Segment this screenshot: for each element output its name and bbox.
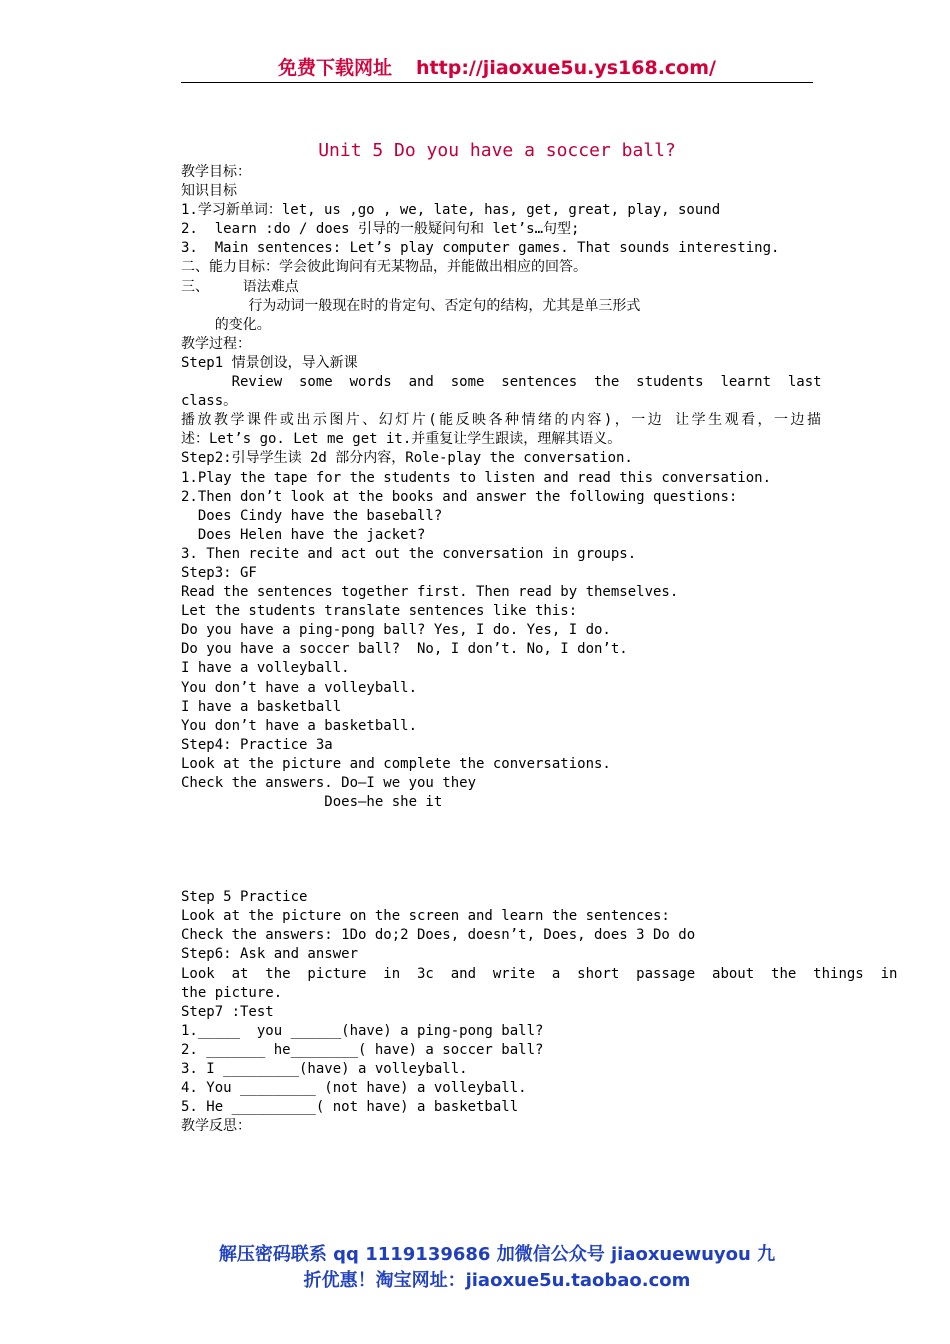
text-line: Does Helen have the jacket?	[181, 526, 426, 543]
text-line: 教学过程：	[181, 335, 251, 352]
text-line: Step4: Practice 3a	[181, 736, 333, 753]
text-line: 1.学习新单词：let, us ,go , we, late, has, get, great, play, sound	[181, 202, 721, 219]
text-line: class。	[181, 393, 238, 410]
document-body	[181, 163, 898, 1136]
passage-line: Look at the picture in 3c and write a short passage about the things in	[181, 965, 898, 982]
header-url-link[interactable]: http://jiaoxue5u.ys168.com/	[416, 57, 716, 79]
practice-section	[181, 888, 821, 945]
text-line: 教学目标：	[181, 164, 251, 180]
class-line	[181, 392, 821, 411]
text-line: Do you have a soccer ball? No, I don’t. No, I don’t.	[181, 641, 628, 658]
text-line: 2. learn :do / does 引导的一般疑问句和 let’s…句型;	[181, 221, 580, 238]
footer-line-1: 解压密码联系 qq 1119139686 加微信公众号 jiaoxuewuyou 九	[218, 1244, 776, 1265]
text-line: Step3: GF	[181, 564, 257, 581]
text-line: 述：Let’s go. Let me get it.并重复让学生跟读，理解其语义。	[181, 431, 622, 448]
text-line: I have a volleyball.	[181, 660, 350, 677]
text-line: 2.Then don’t look at the books and answer the following questions:	[181, 488, 738, 505]
text-line: 3. I _________(have) a volleyball.	[181, 1061, 468, 1078]
text-line: Read the sentences together first. Then read by themselves.	[181, 584, 679, 601]
text-line: 3. Then recite and act out the conversation in groups.	[181, 545, 637, 562]
text-line: Step2:引导学生读 2d 部分内容，Role-play the conversation.	[181, 450, 633, 467]
page-footer	[181, 1242, 813, 1294]
footer-line-2: 折优惠！淘宝网址：jiaoxue5u.taobao.com	[303, 1270, 691, 1291]
text-line: Check the answers: 1Do do;2 Does, doesn’t, Does, does 3 Do do	[181, 927, 696, 944]
text-line: You don’t have a volleyball.	[181, 679, 418, 696]
header-label: 免费下载网址	[278, 57, 393, 79]
text-line: 知识目标	[181, 183, 237, 200]
text-line: 教学反思：	[181, 1118, 251, 1135]
review-line: Review some words and some sentences the students learnt last	[181, 374, 822, 391]
text-line: 二、能力目标：学会彼此询问有无某物品，并能做出相应的回答。	[181, 259, 587, 276]
text-line: Step7 :Test	[181, 1003, 274, 1020]
text-line: Do you have a ping-pong ball? Yes, I do. Yes, I do.	[181, 622, 611, 639]
test-section	[181, 984, 821, 1137]
steps-section	[181, 430, 821, 812]
text-line: 的变化。	[181, 316, 271, 333]
text-line: Does—he she it	[181, 794, 443, 811]
text-line: 5. He __________( not have) a basketball	[181, 1099, 519, 1116]
step6-line: Step6: Ask and answer	[181, 946, 359, 963]
text-line: Look at the picture and complete the conversations.	[181, 755, 611, 772]
text-line: Does Cindy have the baseball?	[181, 507, 443, 524]
text-line: 2. _______ he________( have) a soccer ball?	[181, 1041, 544, 1058]
courseware-line: 播放教学课件或出示图片、幻灯片(能反映各种情绪的内容)，一边 让学生观看，一边描	[181, 412, 821, 429]
text-line: 3. Main sentences: Let’s play computer games. That sounds interesting.	[181, 240, 780, 257]
text-line: Look at the picture on the screen and learn the sentences:	[181, 908, 670, 925]
blank-space	[181, 812, 821, 888]
text-line: 4. You _________ (not have) a volleyball.	[181, 1080, 527, 1097]
text-line: the picture.	[181, 984, 283, 1001]
text-line: Step1 情景创设，导入新课	[181, 354, 358, 371]
text-line: 1.Play the tape for the students to listen and read this conversation.	[181, 469, 772, 486]
text-line: Step 5 Practice	[181, 889, 308, 906]
text-line: Let the students translate sentences like this:	[181, 603, 578, 620]
text-line: I have a basketball	[181, 698, 342, 715]
text-line: 行为动词一般现在时的肯定句、否定句的结构，尤其是单三形式	[181, 297, 641, 314]
text-line: Check the answers. Do—I we you they	[181, 775, 477, 791]
text-line: 三、 语法难点	[181, 278, 299, 295]
page-header	[181, 56, 813, 83]
text-line: 1._____ you ______(have) a ping-pong ball?	[181, 1022, 544, 1039]
document-title: Unit 5 Do you have a soccer ball?	[318, 140, 676, 161]
text-line: You don’t have a basketball.	[181, 717, 418, 734]
objectives-section	[181, 163, 821, 373]
